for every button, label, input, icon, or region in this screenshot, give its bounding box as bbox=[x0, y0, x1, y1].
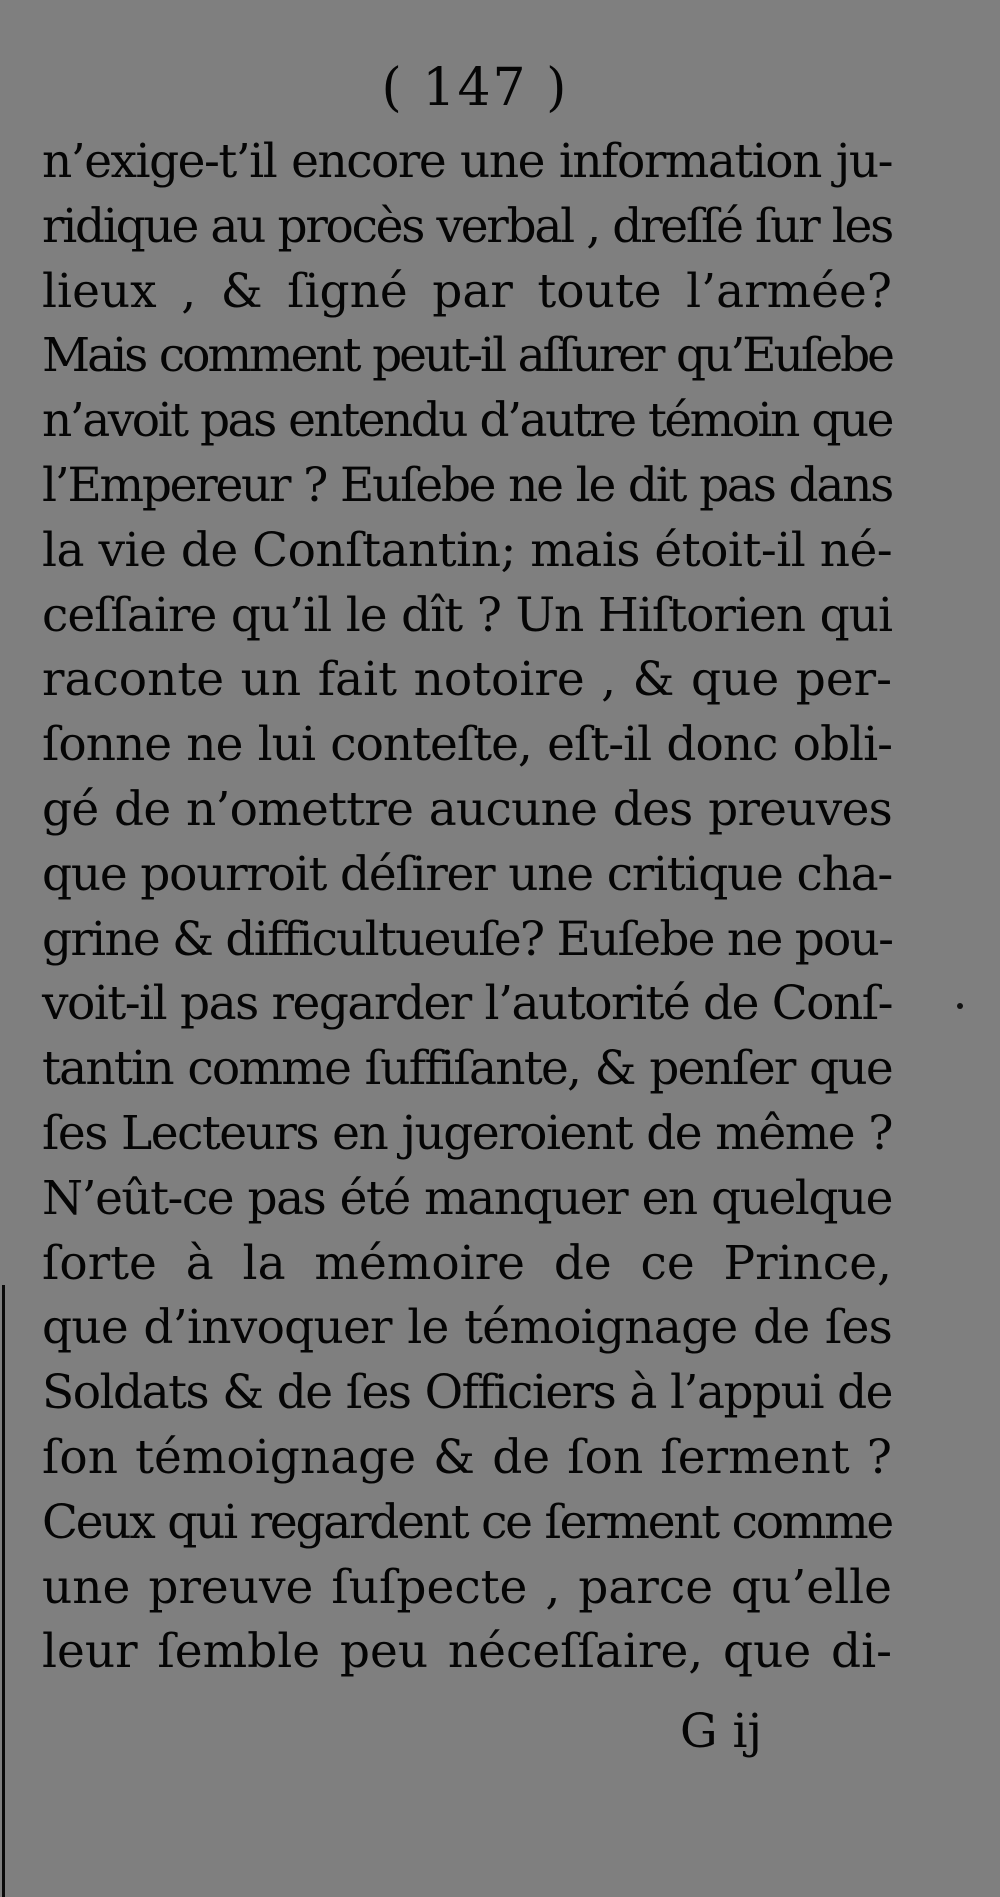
text-line: ſon témoignage & de ſon ſerment ? bbox=[42, 1429, 892, 1485]
text-line: Ceux qui regardent ce ſerment comme bbox=[42, 1494, 892, 1550]
text-line: N’eût-ce pas été manquer en quelque bbox=[42, 1170, 892, 1226]
text-line: ſes Lecteurs en jugeroient de même ? bbox=[42, 1105, 892, 1161]
text-line: n’exige-t’il encore une information ju- bbox=[42, 134, 892, 189]
body-text bbox=[42, 130, 892, 1685]
page-number-text: ( 147 ) bbox=[381, 58, 569, 118]
text-line: n’avoit pas entendu d’autre témoin que bbox=[42, 393, 892, 449]
text-line: ridique au procès verbal , dreſſé ſur les bbox=[42, 198, 892, 254]
text-line: une preuve ſuſpecte , parce qu’elle bbox=[42, 1559, 892, 1615]
text-line: que pourroit déſirer une critique cha- bbox=[42, 846, 892, 902]
page-number bbox=[0, 58, 1000, 118]
text-line: raconte un fait notoire , & que per- bbox=[42, 652, 892, 708]
text-line: ceſſaire qu’il le dît ? Un Hiſtorien qui bbox=[42, 587, 892, 643]
text-line: que d’invoquer le témoignage de ſes bbox=[42, 1300, 892, 1356]
text-line: Mais comment peut-il aſſurer qu’Euſebe bbox=[42, 328, 892, 384]
text-line: lieux , & ſigné par toute l’armée? bbox=[42, 263, 892, 319]
text-line: ſorte à la mémoire de ce Prince, bbox=[42, 1235, 892, 1291]
text-line: l’Empereur ? Euſebe ne le dit pas dans bbox=[42, 457, 892, 513]
signature-mark: G ij bbox=[680, 1704, 763, 1759]
stray-ink-dot bbox=[957, 1003, 963, 1009]
page-edge-rule bbox=[2, 1285, 5, 1897]
text-line: tantin comme ſuffiſante, & penſer que bbox=[42, 1041, 892, 1097]
text-line: Soldats & de ſes Officiers à l’appui de bbox=[42, 1365, 892, 1421]
text-line: leur ſemble peu néceſſaire, que di- bbox=[42, 1624, 892, 1680]
text-line: voit-il pas regarder l’autorité de Conſ- bbox=[42, 976, 892, 1032]
text-line: gé de n’omettre aucune des preuves bbox=[42, 781, 892, 837]
text-line: ſonne ne lui conteſte, eſt-il donc obli- bbox=[42, 717, 892, 773]
text-line: la vie de Conſtantin; mais étoit-il né- bbox=[42, 522, 893, 578]
text-line: grine & difficultueuſe? Euſebe ne pou- bbox=[42, 911, 893, 967]
